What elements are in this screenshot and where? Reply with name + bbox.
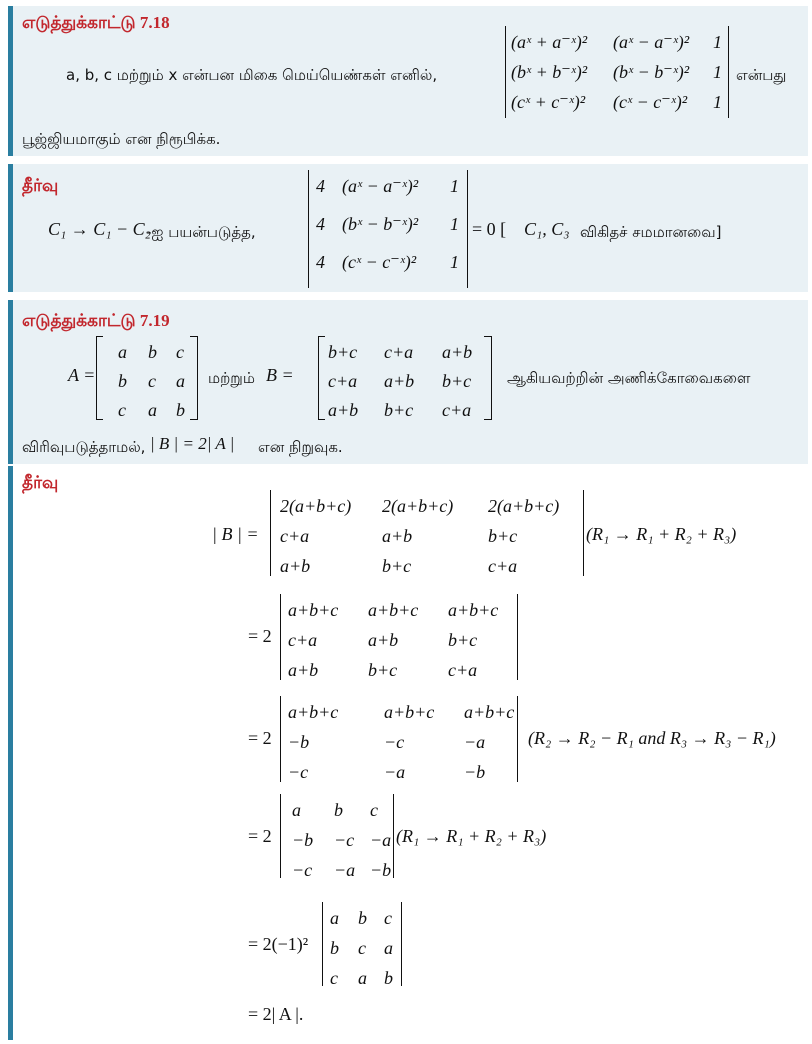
step1-det-cell: b+c — [382, 556, 412, 576]
step3-det-cell: −a — [464, 732, 486, 752]
matrix-b-bracket-tick — [318, 336, 325, 337]
example-7-18-det-cell: 1 — [713, 32, 722, 52]
step3-det-cell: −a — [384, 762, 406, 782]
step4-det-cell: −a — [334, 860, 356, 880]
step1-det-cell: c+a — [280, 526, 310, 546]
matrix-a-cell: c — [176, 342, 184, 362]
example-7-18-title: எடுத்துக்காட்டு 7.18 — [22, 13, 170, 32]
matrix-b-cell: b+c — [328, 342, 358, 362]
matrix-b-cell: a+b — [328, 400, 359, 420]
step3-det-cell: a+b+c — [288, 702, 339, 722]
step5-det-cell: b — [384, 968, 393, 988]
solution-7-18-det-cell: 4 — [316, 214, 325, 234]
example-7-19-line2-pre: விரிவுபடுத்தாமல், — [22, 438, 146, 456]
step1-label: | B | = — [212, 524, 259, 544]
solution-7-18-result: = 0 [ — [472, 219, 507, 239]
step2-det-cell: b+c — [368, 660, 398, 680]
step5-det-cell: b — [330, 938, 339, 958]
step4-det-cell: −b — [370, 860, 392, 880]
matrix-a-bracket-tick — [190, 336, 197, 337]
solution-7-18-det-cell: (bˣ − b⁻ˣ)² — [342, 214, 419, 234]
step1-det-cell: 2(a+b+c) — [382, 496, 454, 516]
step1-det-cell: b+c — [488, 526, 518, 546]
solution-7-18-det-cell: 4 — [316, 176, 325, 196]
final-result: = 2| A |. — [248, 1004, 304, 1024]
step5-label: = 2(−1)² — [248, 934, 309, 954]
step5-det-cell: c — [384, 908, 392, 928]
step3-op: (R₂ → R₂ − R₁ and R₃ → R₃ − R₁) — [528, 728, 776, 748]
step4-det-cell: b — [334, 800, 343, 820]
solution-7-18-op-text: -ஐ பயன்படுத்த, — [146, 223, 256, 241]
matrix-a-bracket-tick — [190, 419, 197, 420]
step2-det-cell: c+a — [288, 630, 318, 650]
matrix-b-bracket-tick — [484, 336, 491, 337]
example-7-19-title: எடுத்துக்காட்டு 7.19 — [22, 311, 170, 330]
solution-7-18-title: தீர்வு — [22, 176, 59, 195]
step4-det-cell: c — [370, 800, 378, 820]
matrix-b-cell: b+c — [384, 400, 414, 420]
matrix-a-cell: a — [176, 371, 185, 391]
matrix-a-cell: c — [148, 371, 156, 391]
matrix-b-cell: a+b — [384, 371, 415, 391]
step1-det-cell: a+b — [280, 556, 311, 576]
step4-det-cell: −b — [292, 830, 314, 850]
solution-7-19-title: தீர்வு — [22, 473, 59, 492]
step1-det-cell: a+b — [382, 526, 413, 546]
step2-det-cell: c+a — [448, 660, 478, 680]
solution-7-18-result-cols: C₁, C₃ — [524, 219, 570, 239]
matrix-a-bracket-tick — [96, 336, 103, 337]
example-7-18-det-cell: (bˣ + b⁻ˣ)² — [511, 62, 588, 82]
step2-det-cell: a+b+c — [288, 600, 339, 620]
step3-det-cell: −c — [288, 762, 309, 782]
solution-7-18-result-text: விகிதச் சமமானவை] — [580, 223, 722, 241]
step3-det-cell: −b — [464, 762, 486, 782]
example-7-18-det-cell: (aˣ + a⁻ˣ)² — [511, 32, 588, 52]
step3-label: = 2 — [248, 728, 272, 748]
matrix-b-cell: a+b — [442, 342, 473, 362]
solution-7-18-det-cell: 1 — [450, 214, 459, 234]
step2-det-cell: a+b — [368, 630, 399, 650]
example-7-18-statement-end: என்பது — [736, 66, 787, 84]
step2-label: = 2 — [248, 626, 272, 646]
example-7-18-det-cell: (aˣ − a⁻ˣ)² — [613, 32, 690, 52]
and-word: மற்றும் — [208, 369, 255, 387]
step3-det-cell: −b — [288, 732, 310, 752]
example-7-19-line2-post: என நிறுவுக. — [258, 438, 343, 456]
step5-det-cell: b — [358, 908, 367, 928]
example-7-18-det-cell: 1 — [713, 92, 722, 112]
step1-det-cell: 2(a+b+c) — [488, 496, 560, 516]
solution-7-18-column-op: C₁ → C₁ − C₂ — [48, 219, 151, 239]
step5-det-cell: a — [358, 968, 367, 988]
step2-det-cell: a+b+c — [448, 600, 499, 620]
matrix-b-bracket-tick — [318, 419, 325, 420]
solution-7-18-det-cell: (aˣ − a⁻ˣ)² — [342, 176, 419, 196]
example-7-19-line2-math: | B | = 2| A | — [150, 434, 235, 453]
step4-det-cell: a — [292, 800, 301, 820]
solution-7-18-det-cell: 1 — [450, 252, 459, 272]
matrix-a-bracket-tick — [96, 419, 103, 420]
step2-det-cell: b+c — [448, 630, 478, 650]
matrix-a-cell: c — [118, 400, 126, 420]
matrix-b-cell: c+a — [442, 400, 472, 420]
step3-det-cell: a+b+c — [384, 702, 435, 722]
step4-det-cell: −c — [334, 830, 355, 850]
example-7-18-det-cell: (cˣ − c⁻ˣ)² — [613, 92, 688, 112]
matrix-a-cell: b — [176, 400, 185, 420]
example-7-18-statement-line2: பூஜ்ஜியமாகும் என நிரூபிக்க. — [22, 130, 221, 148]
step3-det-cell: −c — [384, 732, 405, 752]
solution-7-18-det-cell: 1 — [450, 176, 459, 196]
step5-det-cell: c — [358, 938, 366, 958]
matrix-b-cell: b+c — [442, 371, 472, 391]
solution-7-18-det-cell: 4 — [316, 252, 325, 272]
solution-7-18-det-cell: (cˣ − c⁻ˣ)² — [342, 252, 417, 272]
step3-det-cell: a+b+c — [464, 702, 515, 722]
matrix-a-cell: a — [148, 400, 157, 420]
example-7-18-det-cell: (bˣ − b⁻ˣ)² — [613, 62, 690, 82]
matrix-a-cell: b — [118, 371, 127, 391]
example-7-18-det-cell: 1 — [713, 62, 722, 82]
matrix-b-bracket-tick — [484, 419, 491, 420]
matrix-a-cell: a — [118, 342, 127, 362]
step4-op: (R₁ → R₁ + R₂ + R₃) — [396, 826, 547, 846]
example-7-19-after-text: ஆகியவற்றின் அணிக்கோவைகளை — [507, 369, 751, 387]
step2-det-cell: a+b+c — [368, 600, 419, 620]
example-7-18-statement: a, b, c மற்றும் x என்பன மிகை மெய்யெண்கள் எனில், — [66, 66, 438, 84]
step5-det-cell: a — [384, 938, 393, 958]
matrix-b-cell: c+a — [384, 342, 414, 362]
matrix-b-label: B = — [266, 365, 294, 385]
step4-label: = 2 — [248, 826, 272, 846]
step5-det-cell: c — [330, 968, 338, 988]
step1-det-cell: c+a — [488, 556, 518, 576]
example-7-18-det-cell: (cˣ + c⁻ˣ)² — [511, 92, 586, 112]
step1-op: (R₁ → R₁ + R₂ + R₃) — [586, 524, 737, 544]
step4-det-cell: −a — [370, 830, 392, 850]
matrix-b-cell: c+a — [328, 371, 358, 391]
matrix-a-label: A = — [68, 365, 96, 385]
matrix-a-cell: b — [148, 342, 157, 362]
step5-det-cell: a — [330, 908, 339, 928]
step1-det-cell: 2(a+b+c) — [280, 496, 352, 516]
step4-det-cell: −c — [292, 860, 313, 880]
step2-det-cell: a+b — [288, 660, 319, 680]
